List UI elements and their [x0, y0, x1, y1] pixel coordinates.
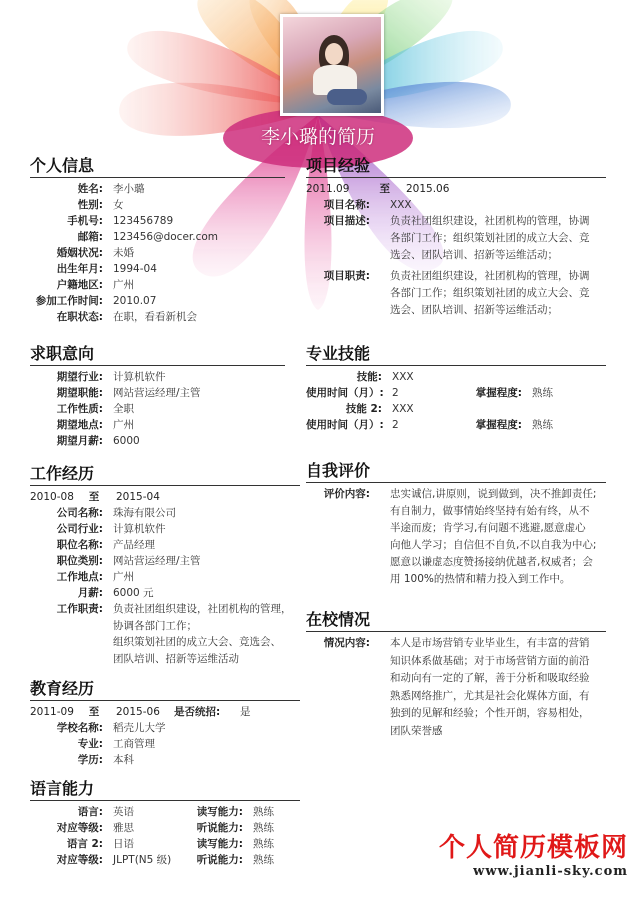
project-period: [306, 181, 606, 197]
field-value: 广州: [113, 279, 134, 291]
section-work: [30, 463, 300, 667]
field-value: 计算机软件: [113, 523, 166, 535]
divider: [30, 800, 300, 801]
intent-rows: [30, 369, 285, 449]
divider: [30, 365, 285, 366]
info-row: [30, 521, 300, 537]
field-value: 熟练: [253, 822, 274, 834]
field-label: 工作性质:: [56, 403, 103, 415]
section-title: 自我评价: [306, 461, 371, 480]
brand-watermark: [439, 832, 628, 879]
info-row: [30, 417, 285, 433]
text-line: 半途而废；肯学习,有问题不逃避,愿意虚心: [390, 522, 586, 534]
field-label: 掌握程度:: [475, 387, 522, 399]
to-label: 至: [379, 183, 390, 195]
lang-rows: [30, 804, 300, 868]
divider: [30, 177, 285, 178]
info-row: [30, 820, 300, 836]
info-row: [30, 369, 285, 385]
self-eval-text: [370, 486, 596, 588]
field-value: 未婚: [113, 247, 134, 259]
info-row: [30, 401, 285, 417]
field-value: 123456@docer.com: [113, 231, 219, 243]
text-line: 知识体系做基础；对于市场营销方面的前沿: [390, 654, 590, 667]
info-row: [306, 385, 606, 401]
field-value: 6000: [113, 435, 140, 447]
info-row: [30, 852, 300, 868]
field-label: 手机号:: [67, 215, 103, 227]
divider: [306, 365, 606, 366]
field-value: 日语: [113, 838, 134, 850]
field-label: 工作职责:: [56, 603, 103, 615]
field-label: 专业:: [77, 738, 103, 750]
field-value: 珠海有限公司: [113, 507, 176, 519]
field-value: 全职: [113, 403, 134, 415]
skill-rows: [306, 369, 606, 433]
text-line: 忠实诚信,讲原则，说到做到，决不推卸责任;: [390, 488, 597, 500]
field-label: 项目职责:: [323, 270, 370, 282]
field-label: 学历:: [77, 754, 103, 766]
text-line: 愿意以谦虚态度赞扬接纳优越者,权威者；会: [390, 556, 593, 568]
field-value: 网站营运经理/主管: [113, 555, 201, 567]
to-label: 至: [88, 491, 100, 503]
info-row: [30, 245, 285, 261]
field-label: 语言 2:: [66, 838, 103, 850]
field-label: 婚姻状况:: [56, 247, 103, 259]
info-row: [30, 309, 285, 325]
info-row: [30, 181, 285, 197]
resume-title: 李小璐的简历: [260, 126, 375, 148]
field-label: 技能:: [356, 371, 382, 383]
section-language: [30, 778, 300, 868]
section-title: 求职意向: [30, 344, 95, 363]
brand-url: www.jianli-sky.com: [473, 864, 628, 879]
field-label: 使用时间（月）:: [306, 387, 384, 399]
section-project: [306, 155, 606, 319]
text-line: 向他人学习；自信但不自负,不以自我为中心;: [390, 539, 597, 551]
info-row: [30, 229, 285, 245]
edu-rows: [30, 720, 300, 768]
field-label: 听说能力:: [196, 822, 243, 834]
field-label: 项目名称:: [323, 199, 370, 211]
text-line: 组织策划社团的成立大会、竞选会、: [113, 636, 281, 648]
field-value: 雅思: [113, 822, 134, 834]
field-label: 性别:: [77, 199, 103, 211]
field-value: 女: [113, 199, 124, 211]
info-row: [30, 752, 300, 768]
duty-text: [370, 268, 590, 319]
field-value: 工商管理: [113, 738, 155, 750]
field-value: XXX: [392, 371, 414, 383]
info-row: [30, 804, 300, 820]
divider: [30, 700, 300, 701]
field-label: 期望地点:: [56, 419, 103, 431]
field-label: 在职状态:: [56, 311, 103, 323]
start-date: 2010-08: [30, 491, 74, 503]
start-date: 2011.09: [306, 183, 350, 195]
end-date: 2015-06: [116, 706, 160, 718]
field-value: XXX: [390, 199, 412, 211]
field-label: 职位类别:: [56, 555, 103, 567]
field-value: 产品经理: [113, 539, 155, 551]
field-label: 评价内容:: [323, 488, 370, 500]
divider: [306, 631, 606, 632]
campus-content: [306, 635, 606, 740]
info-row: [306, 369, 606, 385]
section-campus: [306, 609, 606, 740]
field-label: 公司行业:: [56, 523, 103, 535]
field-label: 邮箱:: [77, 231, 103, 243]
work-rows: [30, 505, 300, 601]
field-label: 出生年月:: [56, 263, 103, 275]
field-label: 情况内容:: [323, 637, 370, 649]
duty-text: [103, 601, 292, 667]
field-value: 广州: [113, 571, 134, 583]
text-line: 负责社团组织建设，社团机构的管理，协调: [390, 215, 590, 227]
field-value: 6000 元: [113, 587, 154, 599]
work-duty: [30, 601, 300, 667]
field-label: 读写能力:: [196, 838, 243, 850]
edu-period: [30, 704, 300, 720]
info-row: [306, 401, 606, 417]
field-label: 技能 2:: [345, 403, 382, 415]
field-value: JLPT(N5 级): [113, 854, 172, 866]
info-row: [30, 277, 285, 293]
section-title: 教育经历: [30, 679, 95, 698]
text-line: 选会、团队培训、招新等运维活动；: [390, 249, 558, 261]
unified-label: 是否统招:: [174, 706, 221, 718]
text-line: 协调各部门工作；: [113, 619, 197, 632]
section-education: [30, 678, 300, 768]
field-value: 计算机软件: [113, 371, 166, 383]
text-line: 团队荣誉感: [390, 724, 443, 737]
divider: [306, 482, 606, 483]
end-date: 2015-04: [116, 491, 160, 503]
text-line: 本人是市场营销专业毕业生，有丰富的营销: [390, 637, 590, 649]
info-row: [30, 385, 285, 401]
info-row: [30, 213, 285, 229]
field-label: 职位名称:: [56, 539, 103, 551]
section-personal: [30, 155, 285, 325]
field-value: 熟练: [253, 838, 274, 850]
field-label: 期望行业:: [56, 371, 103, 383]
info-row: [30, 261, 285, 277]
field-label: 公司名称:: [56, 507, 103, 519]
text-line: 各部门工作；组织策划社团的成立大会、竞: [390, 287, 590, 299]
field-value: 2: [392, 387, 399, 399]
info-row: [30, 553, 300, 569]
field-value: 2: [392, 419, 399, 431]
field-label: 项目描述:: [323, 215, 370, 227]
brand-name: 个人简历模板网: [438, 833, 628, 863]
field-label: 工作地点:: [56, 571, 103, 583]
field-value: 熟练: [532, 387, 553, 399]
text-line: 熟悉网络推广，尤其是社会化媒体方面，有: [390, 689, 590, 702]
field-value: 网站营运经理/主管: [113, 387, 201, 399]
field-value: 123456789: [113, 215, 174, 227]
section-title: 工作经历: [30, 464, 95, 483]
field-value: 在职，看看新机会: [113, 311, 197, 323]
info-row: [30, 537, 300, 553]
info-row: [30, 736, 300, 752]
field-label: 语言:: [77, 806, 103, 818]
text-line: 用 100%的热情和精力投入到工作中。: [390, 573, 571, 585]
text-line: 团队培训、招新等运维活动: [113, 652, 239, 665]
section-intent: [30, 343, 285, 449]
work-period: [30, 489, 300, 505]
text-line: 负责社团组织建设，社团机构的管理，: [113, 603, 292, 615]
field-label: 对应等级:: [56, 822, 103, 834]
project-duty: [306, 268, 606, 319]
field-label: 读写能力:: [196, 806, 243, 818]
field-value: 2010.07: [113, 295, 157, 307]
field-value: 熟练: [253, 854, 274, 866]
divider: [306, 177, 606, 178]
field-label: 听说能力:: [196, 854, 243, 866]
personal-rows: [30, 181, 285, 325]
text-line: 独到的见解和经验；个性开朗，容易相处，: [390, 707, 590, 719]
info-row: [30, 720, 300, 736]
info-row: [30, 505, 300, 521]
section-self-evaluation: [306, 460, 606, 588]
section-title: 语言能力: [30, 779, 95, 798]
end-date: 2015.06: [406, 183, 450, 195]
info-row: [30, 836, 300, 852]
field-label: 对应等级:: [56, 854, 103, 866]
field-value: 熟练: [532, 419, 553, 431]
text-line: 有自制力，做事情始终坚持有始有终，从不: [390, 505, 590, 517]
divider: [30, 485, 300, 486]
info-row: [30, 569, 300, 585]
project-desc: [306, 213, 606, 264]
info-row: [30, 293, 285, 309]
field-label: 户籍地区:: [56, 279, 103, 291]
field-label: 使用时间（月）:: [306, 419, 384, 431]
field-label: 期望月薪:: [56, 435, 103, 447]
campus-text: [370, 635, 590, 740]
field-value: 英语: [113, 806, 134, 818]
start-date: 2011-09: [30, 706, 74, 718]
section-title: 项目经验: [306, 156, 371, 175]
desc-text: [370, 213, 590, 264]
text-line: 选会、团队培训、招新等运维活动；: [390, 304, 558, 316]
field-label: 姓名:: [77, 183, 103, 195]
field-value: 李小璐: [113, 183, 145, 195]
text-line: 负责社团组织建设，社团机构的管理，协调: [390, 270, 590, 282]
field-value: 1994-04: [113, 263, 157, 275]
field-value: 广州: [113, 419, 134, 431]
field-value: 熟练: [253, 806, 274, 818]
info-row: [30, 197, 285, 213]
text-line: 各部门工作；组织策划社团的成立大会、竞: [390, 232, 590, 244]
field-label: 掌握程度:: [475, 419, 522, 431]
unified-value: 是: [240, 706, 251, 718]
to-label: 至: [88, 706, 100, 718]
field-label: 参加工作时间:: [35, 295, 103, 307]
field-value: 稻壳儿大学: [113, 722, 166, 734]
field-label: 月薪:: [77, 587, 103, 599]
field-value: XXX: [392, 403, 414, 415]
profile-photo: [280, 14, 384, 116]
self-eval-content: [306, 486, 606, 588]
section-title: 在校情况: [306, 610, 371, 629]
section-title: 个人信息: [30, 156, 95, 175]
info-row: [306, 417, 606, 433]
field-label: 学校名称:: [56, 722, 103, 734]
project-name: [306, 197, 606, 213]
section-title: 专业技能: [306, 344, 371, 363]
text-line: 和动向有一定的了解，善于分析和吸取经验: [390, 672, 590, 684]
field-label: 期望职能:: [56, 387, 103, 399]
info-row: [30, 433, 285, 449]
section-skills: [306, 343, 606, 433]
field-value: 本科: [113, 754, 134, 766]
info-row: [30, 585, 300, 601]
